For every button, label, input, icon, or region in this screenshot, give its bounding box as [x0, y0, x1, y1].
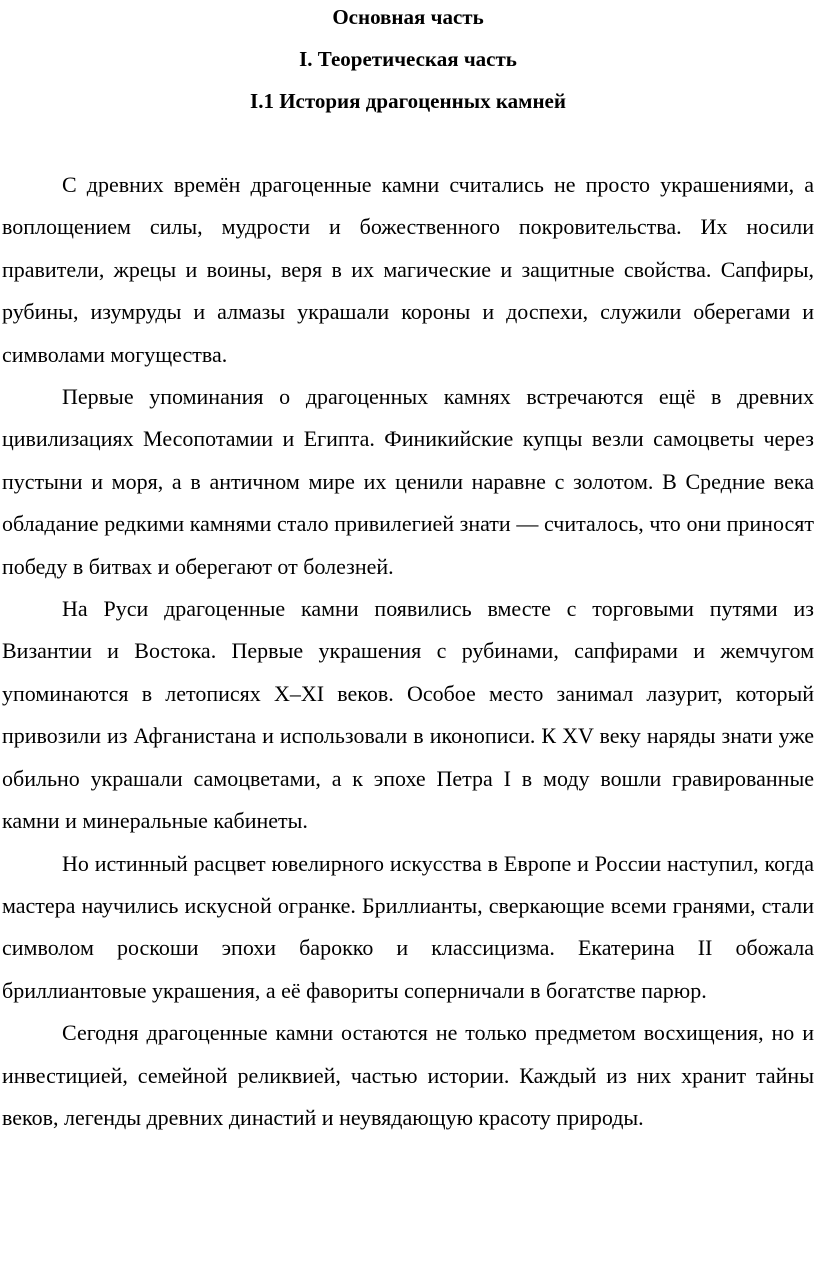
- paragraph-2: Первые упоминания о драгоценных камнях встречаются ещё в древних цивилизациях Месопотамии и Египта. Финикийские купцы везли самоцветы через пустыни и моря, а в античном мире их ценили наравне с золотом. В Средние века обладание редкими камнями стало привилегией знати — считалось, что они приносят победу в битвах и оберегают от болезней.: [2, 384, 814, 579]
- heading-spacer: [2, 122, 814, 164]
- paragraph-3: На Руси драгоценные камни появились вместе с торговыми путями из Византии и Востока. Первые украшения с рубинами, сапфирами и жемчугом упоминаются в летописях X–XI веков. Особое место занимал лазурит, который привозили из Афганистана и использовали в иконописи. К XV веку наряды знати уже обильно украшали самоцветами, а к эпохе Петра I в моду вошли гравированные камни и минеральные кабинеты.: [2, 596, 814, 834]
- main-heading: Основная часть: [332, 5, 484, 29]
- paragraph-5: Сегодня драгоценные камни остаются не только предметом восхищения, но и инвестицией, семейной реликвией, частью истории. Каждый из них хранит тайны веков, легенды древних династий и неувядающую красоту природы.: [2, 1020, 814, 1130]
- paragraph-1: С древних времён драгоценные камни считались не просто украшениями, а воплощением силы, мудрости и божественного покровительства. Их носили правители, жрецы и воины, веря в их магические и защитные свойства. Сапфиры, рубины, изумруды и алмазы украшали короны и доспехи, служили оберегами и символами могущества.: [2, 172, 814, 367]
- paragraph-4: Но истинный расцвет ювелирного искусства в Европе и России наступил, когда мастера научились искусной огранке. Бриллианты, сверкающие всеми гранями, стали символом роскоши эпохи барокко и классицизма. Екатерина II обожала бриллиантовые украшения, а её фавориты соперничали в богатстве парюр.: [2, 850, 814, 1003]
- section-heading: I. Теоретическая часть: [299, 47, 517, 71]
- subsection-heading: I.1 История драгоценных камней: [250, 89, 566, 113]
